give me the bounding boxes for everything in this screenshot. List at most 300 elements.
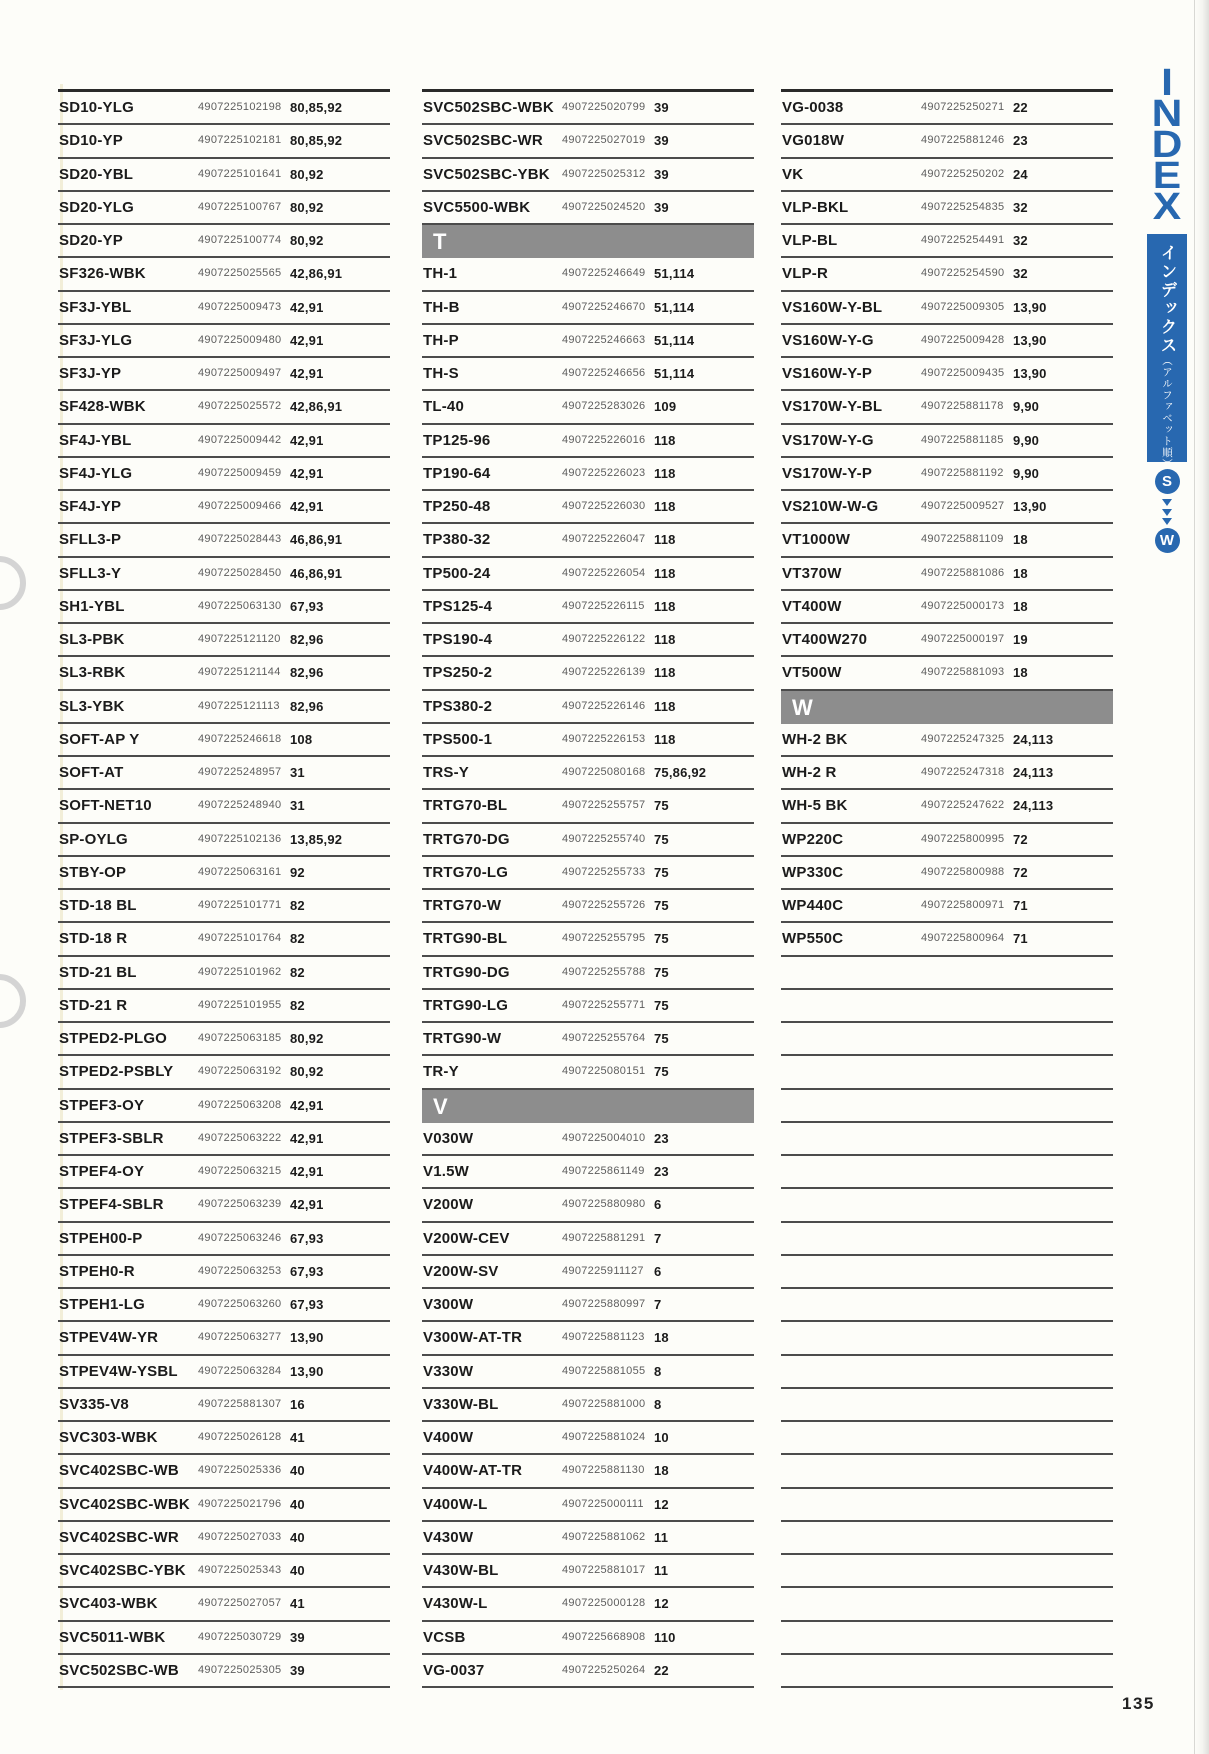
product-code: SVC402SBC-WBK (59, 1495, 190, 1513)
product-code: STD-21 BL (59, 963, 137, 981)
product-code: TP380-32 (423, 531, 491, 549)
page-numbers: 41 (290, 1596, 305, 1612)
product-code: VLP-R (782, 265, 828, 283)
table-row (58, 1289, 390, 1322)
section-header (422, 225, 754, 258)
empty-row (781, 1123, 1113, 1156)
header-page (0, 0, 1095, 84)
table-row (422, 1655, 754, 1688)
empty-row (781, 1056, 1113, 1089)
page-numbers: 10 (654, 1430, 669, 1445)
product-code: VT500W (782, 664, 842, 682)
product-code: SD20-YP (59, 232, 123, 249)
product-code: TRTG90-DG (423, 963, 510, 981)
jan-code: 4907225881086 (921, 566, 1005, 579)
product-code: SF326-WBK (59, 265, 146, 283)
product-code: SF4J-YBL (59, 431, 132, 449)
jan-code: 4907225025336 (198, 1464, 282, 1477)
table-row (58, 1588, 390, 1621)
jan-code: 4907225102136 (198, 832, 282, 845)
product-code: V030W (423, 1129, 474, 1147)
page-numbers: 42,91 (290, 299, 324, 315)
product-code: TH-P (423, 331, 459, 349)
page-numbers: 118 (654, 598, 676, 614)
page-numbers: 8 (654, 1396, 662, 1412)
jan-code: 4907225247325 (921, 732, 1005, 745)
product-code: STPEF3-OY (59, 1096, 145, 1114)
table-row (58, 990, 390, 1023)
page-numbers: 118 (654, 698, 676, 714)
jan-code: 4907225800971 (921, 899, 1005, 911)
jan-code: 4907225800988 (921, 865, 1005, 878)
product-code: V400W-L (423, 1495, 488, 1513)
page-numbers: 82 (290, 997, 305, 1013)
table-row (781, 491, 1113, 524)
jan-code: 4907225080168 (562, 766, 646, 778)
jan-code: 4907225255788 (562, 965, 646, 978)
page-numbers: 118 (654, 731, 676, 747)
product-code: WP330C (782, 863, 844, 881)
index-tab-title (1141, 62, 1193, 228)
page-numbers: 82 (290, 964, 305, 980)
page-numbers: 42,86,91 (290, 399, 343, 415)
page-numbers: 19 (1013, 632, 1028, 647)
table-row (58, 790, 390, 823)
page-numbers: 42,91 (290, 332, 324, 348)
jan-code: 4907225009442 (198, 433, 282, 446)
product-code: VCSB (423, 1628, 466, 1646)
page-numbers: 32 (1013, 199, 1028, 215)
jan-code: 4907225881130 (562, 1464, 645, 1477)
page-numbers: 39 (654, 199, 669, 215)
jan-code: 4907225881246 (921, 134, 1005, 147)
page-numbers: 39 (654, 100, 669, 115)
product-code: SP-OYLG (59, 830, 128, 848)
jan-code: 4907225063192 (198, 1065, 282, 1078)
jan-code: 4907225246656 (562, 367, 646, 379)
product-code: SVC5500-WBK (423, 198, 531, 216)
page-numbers: 80,92 (290, 1031, 324, 1046)
product-code: TH-1 (423, 265, 458, 283)
jan-code: 4907225121144 (198, 666, 281, 679)
table-row (781, 292, 1113, 325)
jan-code: 4907225254491 (921, 234, 1005, 246)
jan-code: 4907225255795 (562, 932, 646, 945)
page-numbers: 11 (654, 1529, 669, 1545)
page-numbers: 82 (290, 931, 305, 947)
page-numbers: 71 (1013, 898, 1028, 913)
table-row (781, 558, 1113, 591)
table-row (58, 591, 390, 624)
page-numbers: 67,93 (290, 1263, 324, 1279)
page-numbers: 118 (654, 465, 676, 481)
table-row (58, 92, 390, 125)
product-code: VLP-BL (782, 232, 838, 249)
table-row (58, 890, 390, 923)
product-code: VG018W (782, 132, 845, 150)
page-numbers: 31 (290, 798, 305, 814)
table-row (422, 757, 754, 790)
product-code: SF4J-YP (59, 498, 122, 515)
product-code: SF428-WBK (59, 398, 146, 416)
page-numbers: 13,85,92 (290, 831, 343, 847)
jan-code: 4907225000128 (562, 1597, 646, 1610)
product-code: SL3-PBK (59, 631, 125, 648)
page-numbers: 75 (654, 931, 669, 947)
table-row (422, 1223, 754, 1256)
product-code: SD20-YBL (59, 165, 134, 183)
table-row (422, 1289, 754, 1322)
jan-code: 4907225009497 (198, 367, 282, 379)
page-numbers: 13,90 (290, 1330, 324, 1346)
product-code: SFLL3-Y (59, 564, 122, 582)
jan-code: 4907225026128 (198, 1431, 282, 1443)
page-numbers: 92 (290, 864, 305, 880)
page-numbers: 118 (654, 632, 676, 647)
page-numbers: 18 (654, 1463, 669, 1479)
table-row (58, 491, 390, 524)
jan-code: 4907225063215 (198, 1165, 282, 1177)
page-numbers: 18 (654, 1330, 669, 1346)
page-numbers: 82,96 (290, 665, 324, 681)
jan-code: 4907225024520 (562, 200, 646, 213)
jan-code: 4907225255757 (562, 799, 646, 812)
table-row (422, 391, 754, 424)
product-code: VK (782, 165, 804, 183)
product-code: STD-18 R (59, 930, 128, 948)
empty-row (781, 1555, 1113, 1588)
empty-row (781, 1655, 1113, 1688)
jan-code: 4907225881291 (562, 1231, 646, 1244)
product-code: TRTG70-W (423, 897, 502, 914)
page-numbers: 40 (290, 1463, 305, 1479)
empty-row (781, 1622, 1113, 1655)
jan-code: 4907225009480 (198, 333, 282, 346)
page-numbers: 42,91 (290, 1164, 324, 1179)
page-numbers: 23 (654, 1130, 669, 1146)
product-code: V430W-BL (423, 1562, 499, 1579)
jan-code: 4907225121120 (198, 633, 281, 645)
range-start-badge: S (1155, 469, 1180, 494)
jan-code: 4907225246670 (562, 300, 646, 313)
product-code: V430W (423, 1528, 474, 1546)
product-code: TRTG90-BL (423, 930, 508, 948)
jan-code: 4907225283026 (562, 400, 646, 413)
jan-code: 4907225881192 (921, 466, 1004, 479)
page-numbers: 13,90 (1013, 499, 1047, 514)
jan-code: 4907225255771 (562, 998, 646, 1011)
table-row (58, 192, 390, 225)
page-numbers: 39 (654, 166, 669, 182)
jan-code: 4907225247622 (921, 799, 1005, 812)
section-letter: T (433, 229, 447, 254)
page-numbers: 16 (290, 1396, 305, 1412)
jan-code: 4907225800964 (921, 932, 1005, 945)
page-numbers: 42,91 (290, 1097, 324, 1113)
index-tab-subtitle-band (1147, 234, 1187, 470)
page-numbers: 7 (654, 1297, 662, 1312)
page-numbers: 118 (654, 499, 676, 514)
product-code: VT1000W (782, 531, 851, 549)
page-numbers: 9,90 (1013, 432, 1040, 448)
jan-code: 4907225255726 (562, 899, 646, 911)
table-row (422, 425, 754, 458)
binder-hole (0, 556, 26, 610)
product-code: TP500-24 (423, 564, 491, 582)
product-code: SD20-YLG (59, 198, 134, 216)
product-code: SVC303-WBK (59, 1429, 158, 1446)
table-row (58, 1356, 390, 1389)
jan-code: 4907225101764 (198, 932, 282, 945)
table-row (422, 724, 754, 757)
arrow-down-icon (1162, 509, 1172, 516)
product-code: TP125-96 (423, 431, 491, 449)
page-numbers: 46,86,91 (290, 532, 343, 548)
jan-code: 4907225250271 (921, 101, 1005, 113)
jan-code: 4907225101962 (198, 965, 282, 978)
table-row (781, 591, 1113, 624)
table-row (58, 325, 390, 358)
table-row (781, 192, 1113, 225)
product-code: SOFT-NET10 (59, 797, 152, 815)
page-numbers: 18 (1013, 598, 1028, 614)
jan-code: 4907225254835 (921, 200, 1005, 213)
page-numbers: 108 (290, 731, 313, 747)
page-numbers: 82 (290, 898, 305, 913)
page-numbers: 75 (654, 964, 669, 980)
jan-code: 4907225004010 (562, 1131, 646, 1144)
product-code: SL3-RBK (59, 664, 126, 682)
product-code: V300W (423, 1296, 474, 1313)
page-numbers: 6 (654, 1263, 662, 1279)
table-row (422, 1455, 754, 1488)
page-numbers: 24,113 (1013, 731, 1054, 747)
product-code: TL-40 (423, 398, 465, 416)
page-numbers: 13,90 (1013, 299, 1047, 315)
page-numbers: 75 (654, 831, 669, 847)
table-row (422, 824, 754, 857)
index-column-2 (422, 62, 754, 1688)
product-code: VS210W-W-G (782, 498, 879, 515)
product-code: WH-5 BK (782, 797, 848, 815)
empty-row (781, 990, 1113, 1023)
product-code: STPEH00-P (59, 1229, 143, 1247)
table-row (58, 425, 390, 458)
empty-row (781, 1156, 1113, 1189)
page-numbers: 42,91 (290, 1197, 324, 1213)
jan-code: 4907225880980 (562, 1198, 646, 1211)
table-row (422, 990, 754, 1023)
product-code: SF3J-YLG (59, 331, 133, 349)
page-numbers: 42,91 (290, 499, 324, 514)
product-code: V1.5W (423, 1163, 470, 1180)
product-code: TRTG70-DG (423, 830, 510, 848)
product-code: VT370W (782, 564, 842, 582)
table-row (781, 391, 1113, 424)
table-row (58, 1123, 390, 1156)
table-row (781, 790, 1113, 823)
empty-row (781, 1289, 1113, 1322)
table-row (781, 524, 1113, 557)
jan-code: 4907225250202 (921, 167, 1005, 180)
jan-code: 4907225246663 (562, 333, 646, 346)
product-code: TPS250-2 (423, 664, 493, 682)
empty-row (781, 1189, 1113, 1222)
jan-code: 4907225226054 (562, 566, 646, 579)
product-code: VS170W-Y-BL (782, 398, 883, 416)
jan-code: 4907225248957 (198, 766, 282, 778)
jan-code: 4907225800995 (921, 832, 1005, 845)
product-code: SFLL3-P (59, 531, 122, 549)
jan-code: 4907225030729 (198, 1630, 282, 1643)
page-edge-shadow (1194, 0, 1209, 1754)
index-range (1144, 469, 1190, 553)
jan-code: 4907225100767 (198, 200, 282, 213)
jan-code: 4907225020799 (562, 101, 646, 113)
jan-code: 4907225063239 (198, 1198, 282, 1211)
page-numbers: 40 (290, 1496, 305, 1512)
jan-code: 4907225063284 (198, 1364, 282, 1377)
jan-code: 4907225063185 (198, 1032, 282, 1044)
product-code: SF3J-YBL (59, 298, 132, 316)
index-column-1 (58, 62, 390, 1688)
page-numbers: 71 (1013, 931, 1028, 947)
product-code: V300W-AT-TR (423, 1329, 523, 1347)
product-code: VS160W-Y-G (782, 331, 874, 349)
index-letter: I (1161, 62, 1173, 104)
page-numbers: 24 (1013, 166, 1028, 182)
table-row (781, 824, 1113, 857)
page-numbers: 67,93 (290, 1297, 324, 1312)
table-row (58, 1389, 390, 1422)
page-numbers: 12 (654, 1596, 669, 1612)
table-row (422, 790, 754, 823)
empty-row (781, 1322, 1113, 1355)
jan-code: 4907225025343 (198, 1564, 282, 1576)
table-row (781, 657, 1113, 690)
page-numbers: 118 (654, 432, 676, 448)
table-row (781, 458, 1113, 491)
table-row (58, 824, 390, 857)
page-numbers: 75 (654, 1031, 669, 1046)
column-header (781, 62, 1113, 92)
index-letter: E (1152, 155, 1182, 197)
table-row (58, 757, 390, 790)
page-numbers: 109 (654, 399, 677, 415)
table-row (781, 624, 1113, 657)
page-numbers: 51,114 (654, 299, 695, 315)
table-row (422, 1256, 754, 1289)
index-column-3 (781, 62, 1113, 1688)
table-row (58, 1555, 390, 1588)
jan-code: 4907225226016 (562, 433, 646, 446)
jan-code: 4907225255733 (562, 865, 646, 878)
page-numbers: 39 (290, 1629, 305, 1645)
jan-code: 4907225063253 (198, 1264, 282, 1277)
table-row (422, 1189, 754, 1222)
binder-hole (0, 974, 26, 1028)
page-numbers: 75 (654, 1064, 669, 1080)
arrow-down-icon (1162, 499, 1172, 506)
jan-code: 4907225101641 (198, 167, 282, 180)
jan-code: 4907225028450 (198, 566, 282, 579)
jan-code: 4907225226146 (562, 699, 646, 712)
page-numbers: 51,114 (654, 332, 695, 348)
jan-code: 4907225025305 (198, 1663, 282, 1676)
product-code: SVC502SBC-WB (59, 1661, 179, 1679)
page-numbers: 51,114 (654, 266, 695, 282)
table-row (58, 724, 390, 757)
product-code: TRTG90-W (423, 1030, 502, 1047)
product-code: STPEF3-SBLR (59, 1129, 164, 1147)
product-code: SVC502SBC-YBK (423, 165, 550, 183)
page-numbers: 41 (290, 1430, 305, 1445)
table-row (422, 92, 754, 125)
table-row (58, 657, 390, 690)
table-row (422, 1588, 754, 1621)
table-row (422, 1522, 754, 1555)
table-row (422, 1489, 754, 1522)
product-code: WP550C (782, 930, 844, 948)
table-row (58, 558, 390, 591)
jan-code: 4907225881109 (921, 533, 1004, 546)
product-code: SVC502SBC-WBK (423, 99, 554, 116)
table-row (422, 192, 754, 225)
product-code: STD-18 BL (59, 897, 137, 914)
product-code: STPEF4-SBLR (59, 1196, 164, 1214)
table-row (781, 923, 1113, 956)
page-numbers: 11 (654, 1563, 669, 1578)
jan-code: 4907225248940 (198, 799, 282, 812)
page-numbers: 75,86,92 (654, 765, 707, 780)
jan-code: 4907225063222 (198, 1131, 282, 1144)
jan-code: 4907225226030 (562, 500, 646, 512)
table-row (781, 125, 1113, 158)
table-row (58, 225, 390, 258)
table-row (422, 258, 754, 291)
page-numbers: 67,93 (290, 1230, 324, 1246)
table-row (781, 258, 1113, 291)
jan-code: 4907225101955 (198, 998, 282, 1011)
table-row (58, 1256, 390, 1289)
table-row (58, 358, 390, 391)
page-numbers: 118 (654, 532, 676, 548)
table-row (58, 1622, 390, 1655)
jan-code: 4907225027057 (198, 1597, 282, 1610)
subtitle-sub: （アルファベット順） (1161, 355, 1173, 470)
jan-code: 4907225226023 (562, 466, 646, 479)
table-row (422, 1156, 754, 1189)
table-row (422, 1123, 754, 1156)
jan-code: 4907225009459 (198, 466, 282, 479)
jan-code: 4907225250264 (562, 1663, 646, 1676)
page-numbers: 72 (1013, 864, 1028, 880)
table-row (422, 1389, 754, 1422)
table-row (58, 624, 390, 657)
page-numbers: 7 (654, 1230, 662, 1246)
product-code: SVC402SBC-WB (59, 1462, 179, 1480)
page-numbers: 42,91 (290, 465, 324, 481)
table-row (58, 691, 390, 724)
page-numbers: 18 (1013, 665, 1028, 681)
product-code: STPEV4W-YSBL (59, 1362, 178, 1380)
product-code: SF3J-YP (59, 365, 122, 382)
page-numbers: 80,92 (290, 1064, 324, 1080)
table-row (58, 258, 390, 291)
table-row (58, 159, 390, 192)
table-row (422, 890, 754, 923)
table-row (58, 1023, 390, 1056)
